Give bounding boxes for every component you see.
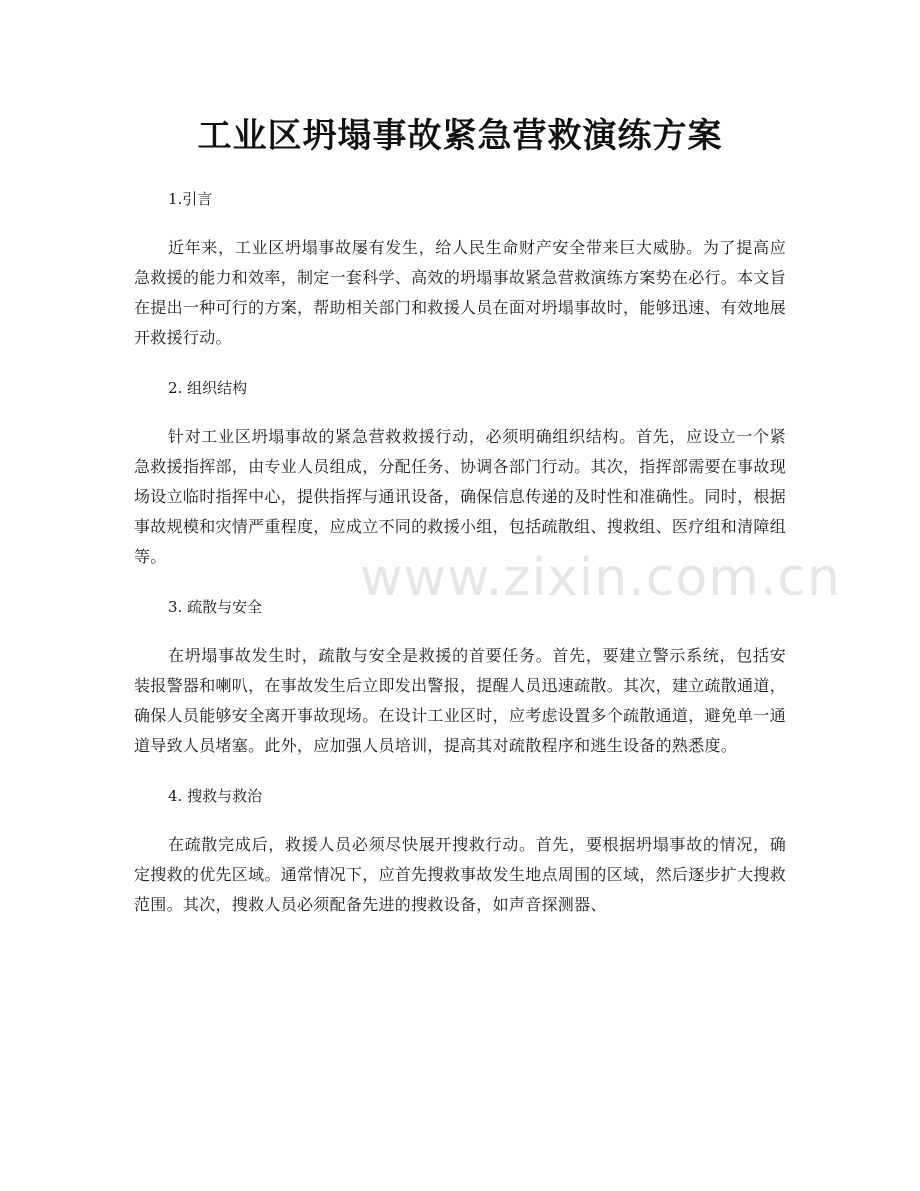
- watermark: www.zixin.com.cn: [360, 548, 841, 608]
- document-body: [134, 184, 786, 940]
- section-paragraph-rescue: 在疏散完成后，救援人员必须尽快展开搜救行动。首先，要根据坍塌事故的情况，确定搜救的优先区域。通常情况下，应首先搜救事故发生地点周围的区域，然后逐步扩大搜救范围。其次，搜救人员必须配备先进的搜救设备，如声音探测器、: [134, 835, 787, 914]
- document-title: 工业区坍塌事故紧急营救演练方案: [197, 116, 723, 156]
- section-paragraph-intro: 近年来，工业区坍塌事故屡有发生，给人民生命财产安全带来巨大威胁。为了提高应急救援的能力和效率，制定一套科学、高效的坍塌事故紧急营救演练方案势在必行。本文旨在提出一种可行的方案，帮助相关部门和救援人员在面对坍塌事故时，能够迅速、有效地展开救援行动。: [134, 238, 787, 347]
- section-paragraph-evacuation: 在坍塌事故发生时，疏散与安全是救援的首要任务。首先，要建立警示系统，包括安装报警器和喇叭，在事故发生后立即发出警报，提醒人员迅速疏散。其次，建立疏散通道，确保人员能够安全离开事故现场。在设计工业区时，应考虑设置多个疏散通道，避免单一通道导致人员堵塞。此外，应加强人员培训，提高其对疏散程序和逃生设备的熟悉度。: [134, 646, 787, 755]
- section-heading-organization: 2. 组织结构: [168, 379, 248, 397]
- section-heading-rescue: 4. 搜救与救治: [168, 787, 263, 805]
- section-paragraph-organization: 针对工业区坍塌事故的紧急营救救援行动，必须明确组织结构。首先，应设立一个紧急救援指挥部，由专业人员组成，分配任务、协调各部门行动。其次，指挥部需要在事故现场设立临时指挥中心，提供指挥与通讯设备，确保信息传递的及时性和准确性。同时，根据事故规模和灾情严重程度，应成立不同的救援小组，包括疏散组、搜救组、医疗组和清障组等。: [134, 427, 787, 566]
- section-heading-intro: 1.引言: [168, 190, 213, 208]
- section-heading-evacuation: 3. 疏散与安全: [168, 598, 263, 616]
